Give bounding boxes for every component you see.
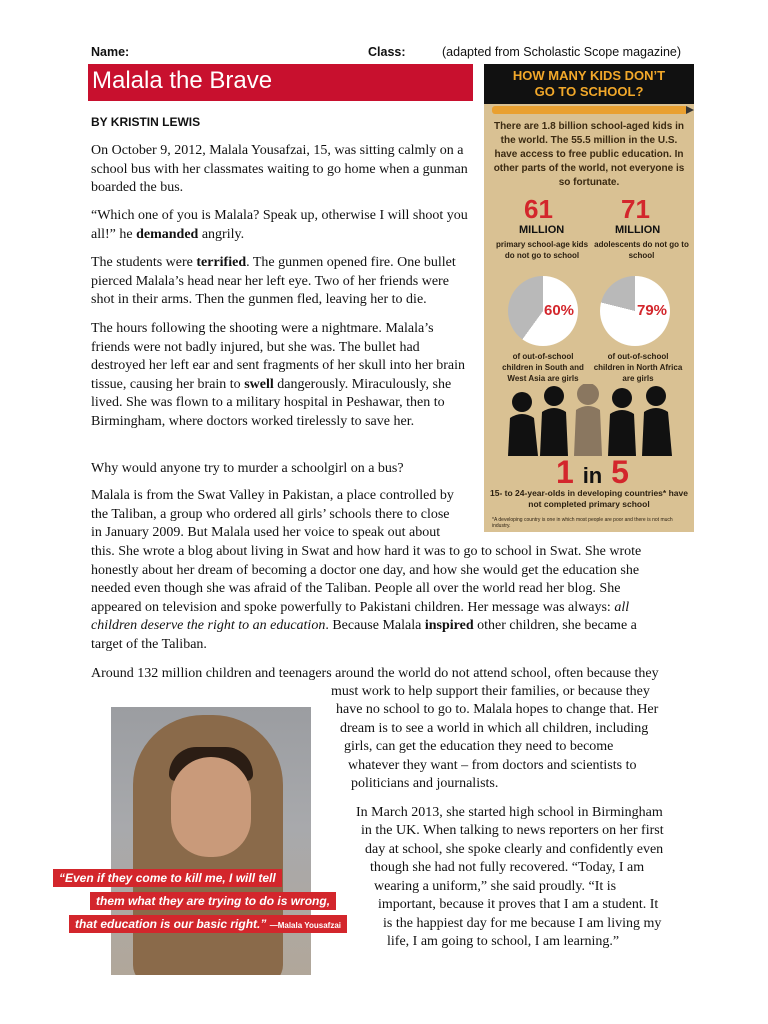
paragraph-7-line: must work to help support their families, or because they — [331, 684, 650, 699]
paragraph-8-line: in the UK. When talking to news reporters on her first — [361, 823, 664, 838]
quote-line-3: that education is our basic right.” —Malala Yousafzai — [69, 915, 347, 933]
paragraph-7-line: girls, can get the education they need to become — [344, 739, 614, 754]
paragraph-8-line: life, I am going to school, I am learning.” — [387, 934, 620, 949]
paragraph-8-line: though she had not fully recovered. “Today, I am — [370, 860, 645, 875]
paragraph-8-line: day at school, she spoke clearly and confidently even — [365, 842, 664, 857]
pie2-value: 79% — [637, 302, 668, 319]
paragraph-8-line: In March 2013, she started high school in Birmingham — [356, 805, 663, 820]
paragraph-3: The students were terrified. The gunmen opened fire. One bullet pierced Malala’s head near her left eye. Two of her friends were shot in their arms. Then the gunmen fled, leaving her to die. — [91, 255, 456, 307]
stat1-desc: primary school-age kids do not go to school — [495, 240, 589, 260]
face-shape — [171, 757, 251, 857]
name-label: Name: — [91, 45, 130, 59]
paragraph-7-line: dream is to see a world in which all children, including — [340, 721, 649, 736]
stat2-unit: MILLION — [615, 224, 661, 236]
paragraph-2: “Which one of you is Malala? Speak up, otherwise I will shoot you all!” he demanded angrily. — [91, 208, 468, 242]
quote-line: “Even if they come to kill me, I will tell — [53, 869, 282, 887]
pencil-icon — [492, 106, 688, 114]
pie1-desc: of out-of-school children in South and West Asia are girls — [502, 352, 584, 383]
silhouettes-graphic — [502, 384, 680, 456]
paragraph-6-line: in January 2009. But Malala used her voice to speak out about — [91, 525, 441, 540]
paragraph-7-line: politicians and journalists. — [351, 776, 499, 791]
title-bar — [88, 64, 473, 101]
infographic — [484, 64, 694, 532]
paragraph-8-line: is the happiest day for me because I am living my — [383, 916, 662, 931]
infographic-intro: There are 1.8 billion school-aged kids in the world. The 55.5 million in the U.S. have access to free public education. In other parts of the world, not everyone is so fortunate. — [493, 121, 685, 188]
byline: BY KRISTIN LEWIS — [91, 115, 201, 129]
stat2-desc: adolescents do not go to school — [594, 240, 689, 260]
paragraph-5: Why would anyone try to murder a schoolgirl on a bus? — [91, 461, 404, 476]
paragraph-7-line: Around 132 million children and teenagers around the world do not attend school, often because they — [91, 666, 659, 681]
stat1-unit: MILLION — [519, 224, 565, 236]
ratio-desc: 15- to 24-year-olds in developing countries* have not completed primary school — [490, 488, 688, 509]
infographic-title-line: HOW MANY KIDS DON’T — [512, 68, 666, 83]
paragraph-8-line: important, because it proves that I am a student. It — [378, 897, 659, 912]
infographic-footnote: *A developing country is one in which most people are poor and there is not much industry. — [492, 517, 673, 529]
malala-photo — [111, 707, 311, 975]
ratio-stat: 1 in 5 — [556, 454, 629, 490]
paragraph-6-line: Malala is from the Swat Valley in Pakistan, a place controlled by — [91, 488, 454, 503]
quote-line: them what they are trying to do is wrong, — [90, 892, 336, 910]
infographic-title-line: GO TO SCHOOL? — [534, 84, 644, 99]
paragraph-7-line: whatever they want – from doctors and scientists to — [348, 758, 637, 773]
article-title: Malala the Brave — [92, 67, 273, 94]
paragraph-6-rest: this. She wrote a blog about living in Swat and how hard it was to go to school in Swat. She wrote honestly about her dream of becoming a doctor one day, and how she would get the education she needed even though she was afraid of the Taliban. People all over the world read her blog. She appeared on television and spoke powerfully to Pakistani children. Her message was always: all children deserve the right to an education. Because Malala inspired other children, she became a target of the Taliban. — [91, 544, 642, 652]
quote-attribution: —Malala Yousafzai — [269, 921, 341, 930]
class-label: Class: — [368, 45, 406, 59]
stat2-number: 71 — [621, 194, 650, 224]
pie2-desc: of out-of-school children in North Africa are girls — [593, 352, 683, 383]
source-note: (adapted from Scholastic Scope magazine) — [442, 45, 682, 59]
paragraph-1: On October 9, 2012, Malala Yousafzai, 15, was sitting calmly on a school bus with her classmates waiting to go home when a gunman boarded the bus. — [91, 143, 468, 195]
pie1-value: 60% — [544, 302, 575, 319]
paragraph-6-line: the Taliban, a group who ordered all girls’ schools there to close — [91, 507, 450, 522]
stat1-number: 61 — [524, 194, 553, 224]
infographic-header — [484, 64, 694, 104]
paragraph-4: The hours following the shooting were a nightmare. Malala’s friends were not badly injured, but she was. The bullet had destroyed her left ear and sent fragments of her skull into her brain tissue, causing her brain to swell dangerously. Miraculously, she lived. She was flown to a military hospital in Peshawar, then to Birmingham, where doctors worked tirelessly to save her. — [91, 321, 465, 429]
paragraph-8-line: wearing a uniform,” she said proudly. “It is — [374, 879, 617, 894]
paragraph-7-line: have no school to go to. Malala hopes to change that. Her — [336, 702, 659, 717]
